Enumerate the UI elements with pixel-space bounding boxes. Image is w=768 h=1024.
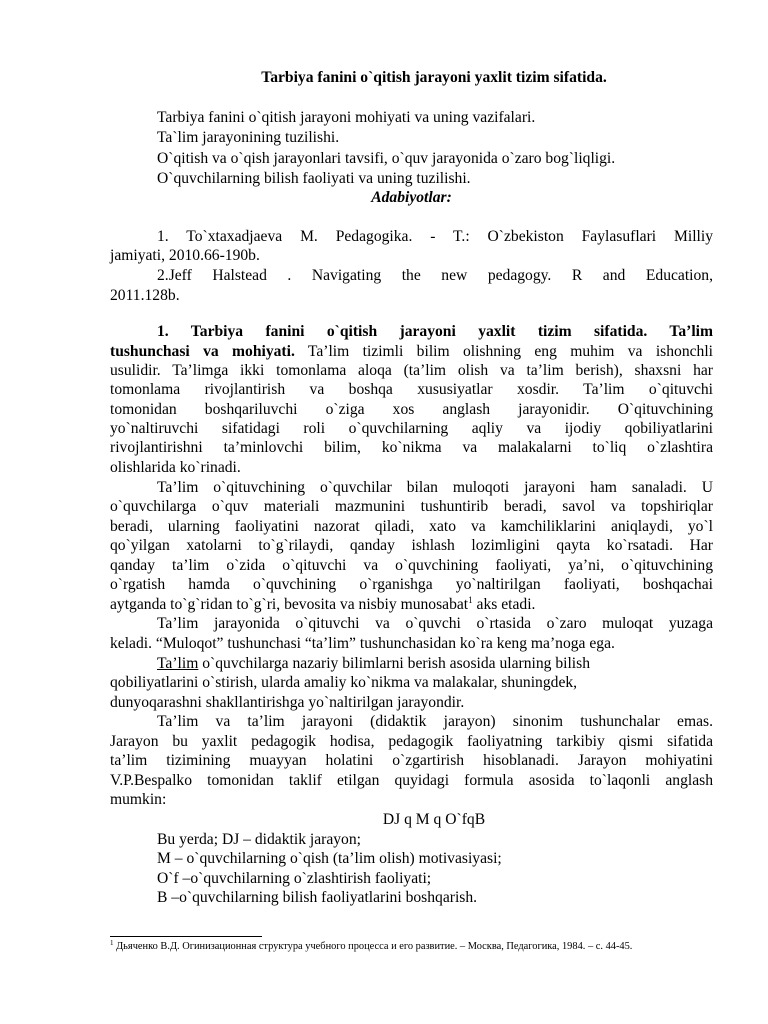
- document-title: Tarbiya fanini o`qitish jarayoni yaxlit tizim sifatida.: [261, 69, 607, 86]
- topic-item: O`quvchilarning bilish faoliyati va uning tuzilishi.: [157, 170, 471, 187]
- paragraph-line: [110, 595, 535, 614]
- paragraph-line: qo`yilgan xatolarni to`g`rilaydi, qanday ishlash lozimligini qayta ko`rsatadi. Har: [110, 537, 713, 554]
- formula: DJ q M q O`fqB: [382, 811, 486, 828]
- paragraph-line: yo`naltiruvchi sifatidagi roli o`quvchilarning aqliy va ijodiy qobiliyatlarini: [110, 420, 713, 437]
- paragraph-line: qobiliyatlarini o`stirish, ularda amaliy ko`nikma va malakalar, shuningdek,: [110, 674, 578, 691]
- definition-item: O`f –o`quvchilarning o`zlashtirish faoliyati;: [157, 870, 432, 887]
- paragraph-line: Ta’lim o`qituvchining o`quvchilar bilan muloqoti jarayoni ham sanaladi. U: [157, 479, 713, 496]
- footnote-ref[interactable]: 1: [468, 595, 473, 605]
- text-run: aytganda to`g`ridan to`g`ri, bevosita va nisbiy munosabat: [110, 596, 469, 613]
- definition-item: Bu yerda; DJ – didaktik jarayon;: [157, 831, 361, 848]
- paragraph-line: Ta’lim jarayonida o`qituvchi va o`quvchi o`rtasida o`zaro muloqat yuzaga: [157, 615, 713, 632]
- paragraph-line: ta’lim tizimining muayyan holatini o`zgartirish hisoblanadi. Jarayon mohiyatini: [110, 752, 713, 769]
- paragraph-line: o`rgatish hamda o`quvchining o`rganishga yo`naltirilgan faoliyati, boshqachai: [110, 576, 713, 593]
- topic-item: O`qitish va o`qish jarayonlari tavsifi, o`quv jarayonida o`zaro bog`liqligi.: [157, 150, 616, 167]
- reference-1-line-2: jamiyati, 2010.66-190b.: [110, 247, 260, 264]
- section-1-heading: 1. Tarbiya fanini o`qitish jarayoni yaxlit tizim sifatida. Ta’lim: [157, 323, 713, 340]
- footnote-separator: [110, 936, 262, 937]
- paragraph-line: mumkin:: [110, 791, 167, 808]
- paragraph-line: V.P.Bespalko tomonidan taklif etilgan quyidagi formula asosida to`laqonli anglash: [110, 772, 713, 789]
- paragraph-line: dunyoqarashni shakllantirishga yo`naltirilgan jarayondir.: [110, 694, 465, 711]
- reference-1-line-1: 1. To`xtaxadjaeva M. Pedagogika. - T.: O`zbekiston Faylasuflari Milliy: [157, 228, 713, 245]
- paragraph-line: [110, 342, 713, 361]
- text-run: aks etadi.: [472, 596, 536, 613]
- topic-item: Tarbiya fanini o`qitish jarayoni mohiyati va uning vazifalari.: [157, 109, 536, 126]
- paragraph-line: olishlarida ko`rinadi.: [110, 459, 241, 476]
- reference-2-line-2: 2011.128b.: [110, 287, 180, 304]
- paragraph-line: usulidir. Ta’limga ikki tomonlama aloqa (ta’lim olish va ta’lim berish), shaxsni har: [110, 362, 713, 379]
- footnote: [110, 940, 632, 954]
- paragraph-line: tomonidan boshqariluvchi o`ziga xos anglash jarayonidir. O`qituvchining: [110, 401, 713, 418]
- text-run: o`quvchilarga nazariy bilimlarni berish asosida ularning bilish: [198, 655, 590, 672]
- paragraph-line: rivojlantirishni ta’minlovchi bilim, ko`nikma va malakalarni to`liq o`zlashtira: [110, 439, 713, 456]
- definition-item: M – o`quvchilarning o`qish (ta’lim olish) motivasiyasi;: [157, 850, 502, 867]
- talim-link[interactable]: Ta’lim: [157, 655, 199, 672]
- paragraph-line: [157, 654, 590, 673]
- paragraph-line: tomonlama rivojlantirish va boshqa xususiyatlar xosdir. Ta’lim o`qituvchi: [110, 381, 713, 398]
- footnote-text: Дьяченко В.Д. Огинизационная структура учебного процесса и его развитие. – Москва, Педагогика, 1984. – с. 44-45.: [113, 941, 633, 952]
- reference-2-line-1: 2.Jeff Halstead . Navigating the new pedagogy. R and Education,: [157, 267, 713, 284]
- paragraph-line: Ta’lim va ta’lim jarayoni (didaktik jarayon) sinonim tushunchalar emas.: [157, 713, 713, 730]
- paragraph-line: beradi, ularning faoliyatini nazorat qiladi, xato va kamchiliklarini aniqlaydi, yo`l: [110, 518, 713, 535]
- definition-item: B –o`quvchilarning bilish faoliyatlarini boshqarish.: [157, 889, 478, 906]
- paragraph-line: qanday ta’lim o`zida o`qituvchi va o`quvchining faoliyati, ya’ni, o`qituvchining: [110, 557, 713, 574]
- text-run: Ta’lim tizimli bilim olishning eng muhim va ishonchli: [294, 343, 714, 360]
- topic-item: Ta`lim jarayonining tuzilishi.: [157, 129, 340, 146]
- section-1-heading-cont: tushunchasi va mohiyati.: [110, 343, 295, 360]
- footnote-marker: 1: [110, 939, 114, 947]
- references-heading: Adabiyotlar:: [371, 189, 452, 206]
- paragraph-line: o`quvchilarga o`quv materiali mazmunini tushuntirib beradi, savol va topshiriqlar: [110, 498, 713, 515]
- paragraph-line: keladi. “Muloqot” tushunchasi “ta’lim” tushunchasidan ko`ra keng ma’noga ega.: [110, 635, 615, 652]
- paragraph-line: Jarayon bu yaxlit pedagogik hodisa, pedagogik faoliyatning tarkibiy qismi sifatida: [110, 733, 713, 750]
